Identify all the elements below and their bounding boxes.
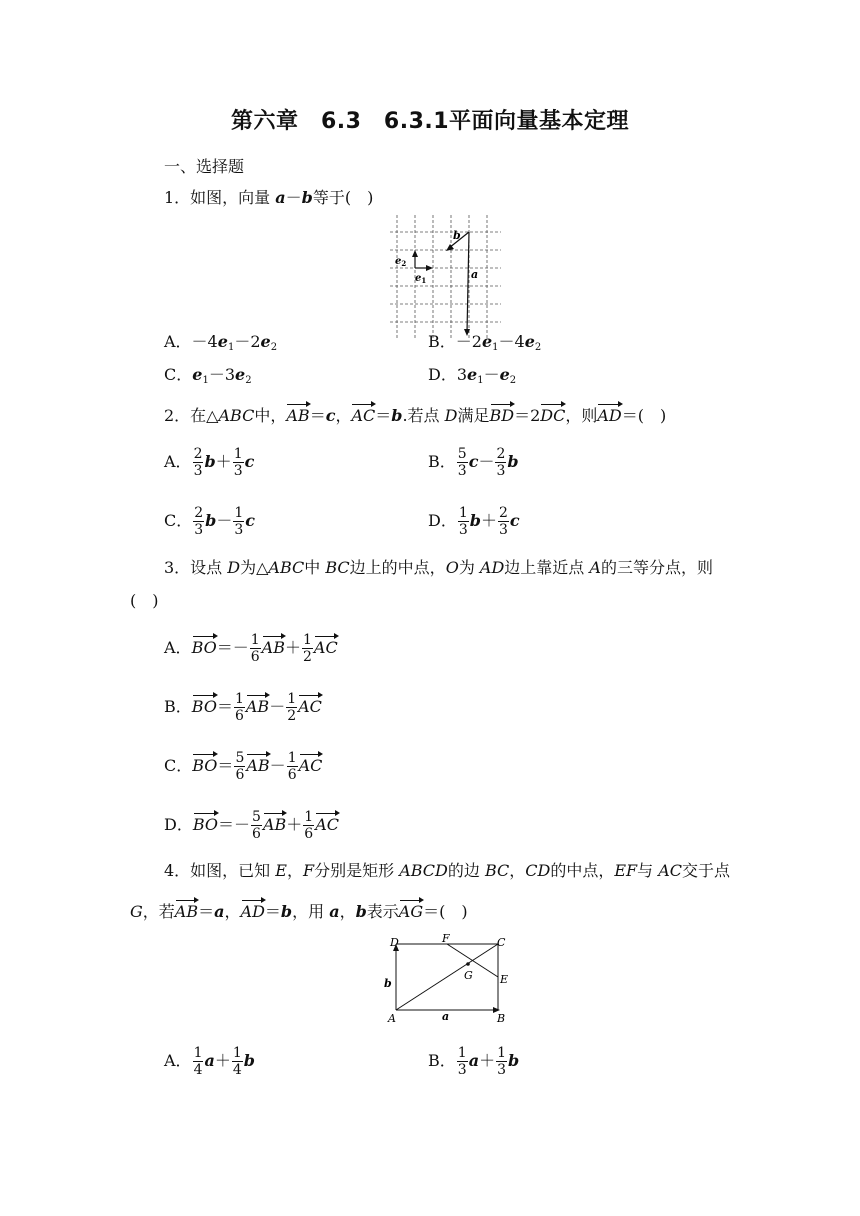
- q3-stem-paren: ( ): [130, 591, 159, 610]
- fig4-label-b: B: [497, 1012, 506, 1025]
- section-heading: 一、选择题: [164, 157, 245, 176]
- fig4-label-f: F: [442, 934, 450, 945]
- q3-option-a[interactable]: A．BO＝－ $\frac{1}{6}$ AB＋ $\frac{1}{2}$ AC: [164, 632, 338, 665]
- fig1-label-e1: $e_1$: [415, 273, 427, 285]
- fig4-label-d: D: [390, 936, 399, 949]
- q1-option-c[interactable]: C．$e_1-3e_2$: [164, 365, 252, 386]
- fig4-vector-a: a: [442, 1010, 450, 1023]
- q4-rectangle-figure: [384, 934, 514, 1026]
- q1-option-a[interactable]: A．$-4e_1-2e_2$: [164, 332, 278, 353]
- q1-option-b[interactable]: B．$-2e_1-4e_2$: [428, 332, 542, 353]
- fig1-label-a: a: [471, 268, 479, 281]
- fig4-label-g: G: [464, 969, 473, 982]
- q3-option-d[interactable]: D．BO＝－ $\frac{5}{6}$ AB＋ $\frac{1}{6}$ AC: [164, 809, 339, 842]
- q2-option-c[interactable]: C． $\frac{2}{3}$ b－ $\frac{1}{3}$ c: [164, 505, 256, 538]
- fig1-label-b: b: [453, 229, 461, 242]
- q2-option-a[interactable]: A． $\frac{2}{3}$ b＋ $\frac{1}{3}$ c: [164, 446, 255, 479]
- q1-option-d[interactable]: D．$3e_1-e_2$: [428, 365, 517, 386]
- fig4-label-e: E: [500, 973, 509, 986]
- q2-option-b[interactable]: B． $\frac{5}{3}$ c－ $\frac{2}{3}$ b: [428, 446, 519, 479]
- q3-option-b[interactable]: B．BO＝ $\frac{1}{6}$ AB－ $\frac{1}{2}$ AC: [164, 691, 322, 724]
- fig4-label-c: C: [497, 936, 506, 949]
- q1-stem: 1．如图，向量 a－b等于( ): [164, 188, 374, 207]
- page-title: 第六章 6.3 6.3.1平面向量基本定理: [230, 109, 630, 134]
- q4-option-b[interactable]: B． $\frac{1}{3}$ a＋ $\frac{1}{3}$ b: [428, 1045, 520, 1078]
- fig4-label-a: A: [388, 1012, 396, 1025]
- q4-option-a[interactable]: A． $\frac{1}{4}$ a＋ $\frac{1}{4}$ b: [164, 1045, 255, 1078]
- fig1-label-e2: $e_2$: [395, 256, 407, 268]
- q1-grid-figure: [389, 214, 502, 342]
- q2-stem: 2．在△ABC中，AB＝c，AC＝b.若点 D满足BD＝2DC，则AD＝( ): [164, 404, 666, 428]
- q4-stem-line1: 4．如图，已知 E，F分别是矩形 ABCD的边 BC，CD的中点，EF与 AC交于点: [164, 861, 731, 880]
- q3-option-c[interactable]: C．BO＝ $\frac{5}{6}$ AB－ $\frac{1}{6}$ AC: [164, 750, 323, 783]
- q3-stem: 3．设点 D为△ABC中 BC边上的中点，O为 AD边上靠近点 A的三等分点，则: [164, 558, 713, 577]
- q2-option-d[interactable]: D． $\frac{1}{3}$ b＋ $\frac{2}{3}$ c: [428, 505, 520, 538]
- q4-stem-line2: G，若AB＝a，AD＝b，用 a，b表示AG＝( ): [130, 900, 468, 924]
- fig4-vector-b: b: [384, 977, 392, 990]
